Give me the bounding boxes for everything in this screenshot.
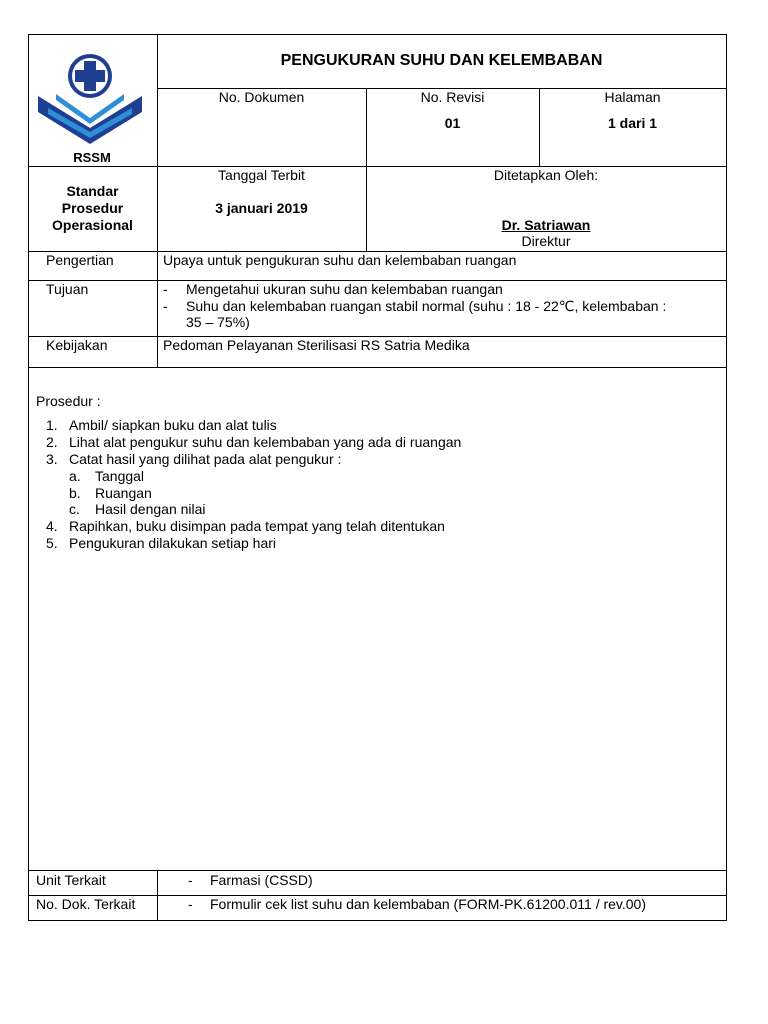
prosedur-heading: Prosedur : [36,393,101,409]
step-text: Pengukuran dilakukan setiap hari [69,535,277,551]
unit-terkait-dash: - [188,872,193,888]
document-title: PENGUKURAN SUHU DAN KELEMBABAN [280,52,603,69]
no-dok-terkait-dash: - [188,896,193,912]
sop-label-line-3: Operasional [52,217,133,233]
hospital-logo [34,46,150,165]
ditetapkan-role: Direktur [521,233,571,249]
sop-label-line-2: Prosedur [61,200,124,216]
halaman-label: Halaman [604,89,661,105]
unit-terkait-label: Unit Terkait [36,872,106,888]
tanggal-terbit-label: Tanggal Terbit [218,167,305,183]
sop-label [28,183,157,234]
kebijakan-label: Kebijakan [46,337,108,353]
substep-letter: b. [69,485,81,501]
pengertian-label: Pengertian [46,252,114,268]
substep-text: Hasil dengan nilai [95,501,206,517]
no-dok-terkait-label: No. Dok. Terkait [36,896,136,912]
kebijakan-text: Pedoman Pelayanan Sterilisasi RS Satria Medika [163,337,470,353]
tujuan-bullet-1: - [163,281,168,297]
no-dok-terkait-value: Formulir cek list suhu dan kelembaban (FORM-PK.61200.011 / rev.00) [210,896,647,912]
step-number: 4. [46,518,58,534]
step-text: Rapihkan, buku disimpan pada tempat yang telah ditentukan [69,518,445,534]
tujuan-item-2-cont: 35 – 75%) [186,314,250,330]
step-number: 3. [46,451,58,467]
no-revisi-value: 01 [444,115,461,131]
sop-label-line-1: Standar [66,183,119,199]
tujuan-item-1: Mengetahui ukuran suhu dan kelembaban ruangan [186,281,503,297]
tanggal-terbit-value: 3 januari 2019 [215,200,308,216]
step-text: Catat hasil yang dilihat pada alat pengukur : [69,451,342,467]
halaman-value: 1 dari 1 [607,115,658,131]
substep-letter: c. [69,501,80,517]
substep-text: Ruangan [95,485,152,501]
pengertian-text: Upaya untuk pengukuran suhu dan kelembaban ruangan [163,252,517,268]
step-number: 1. [46,417,58,433]
step-text: Ambil/ siapkan buku dan alat tulis [69,417,277,433]
tujuan-label: Tujuan [46,281,89,297]
step-text: Lihat alat pengukur suhu dan kelembaban yang ada di ruangan [69,434,462,450]
no-revisi-label: No. Revisi [420,89,485,105]
step-number: 2. [46,434,58,450]
ditetapkan-label: Ditetapkan Oleh: [493,167,599,183]
tujuan-item-2: Suhu dan kelembaban ruangan stabil normal (suhu : 18 - 22℃, kelembaban : [186,298,667,314]
substep-text: Tanggal [95,468,145,484]
ditetapkan-name: Dr. Satriawan [501,217,591,233]
no-dokumen-label: No. Dokumen [218,89,305,105]
substep-letter: a. [69,468,81,484]
unit-terkait-value: Farmasi (CSSD) [210,872,313,888]
tujuan-bullet-2: - [163,298,168,314]
logo-label: RSSM [73,150,111,165]
cross-shield-icon [34,46,150,146]
step-number: 5. [46,535,58,551]
